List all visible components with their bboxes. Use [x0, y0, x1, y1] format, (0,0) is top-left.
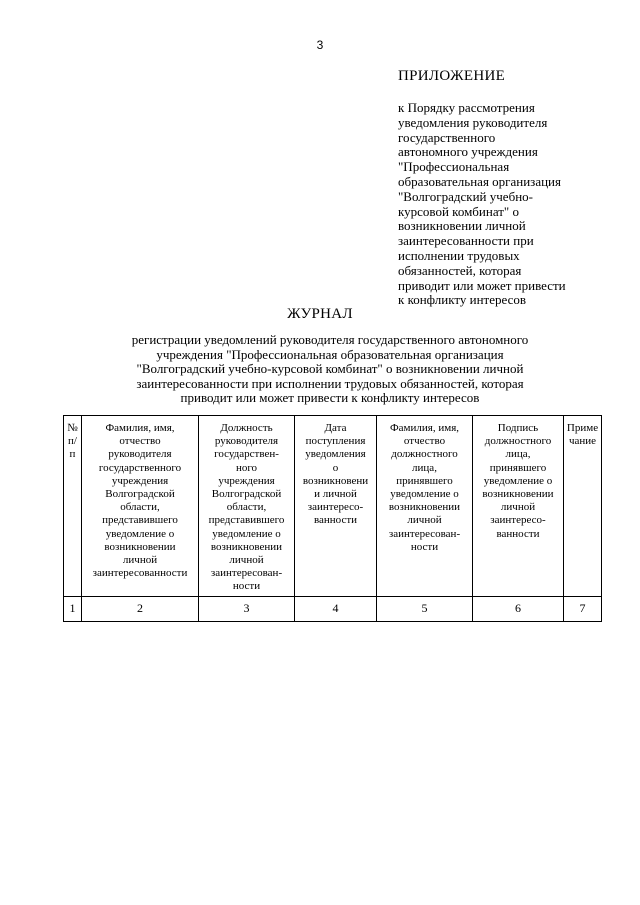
subtitle-line: "Волгоградский учебно-курсовой комбинат" о возникновении личной	[136, 361, 524, 377]
header-cell-line: уведомление о	[105, 527, 175, 540]
subtitle-line: учреждения "Профессиональная образовательная организация	[156, 346, 504, 362]
subtitle-line: заинтересованности при исполнении трудовых обязанностей, которая	[136, 375, 524, 391]
header-cell-line: и личной	[314, 488, 357, 501]
header-cell-line: возникновении	[210, 540, 283, 553]
header-cell-line: государствен-	[214, 448, 279, 461]
header-cell-line: Волгоградской	[211, 488, 282, 501]
appendix-line: "Волгоградский учебно-	[398, 188, 533, 204]
appendix-line: уведомления руководителя	[398, 114, 548, 130]
column-number-cell: 7	[564, 596, 602, 621]
header-cell-line: Приме	[566, 422, 599, 434]
header-cell-line: личной	[500, 501, 536, 514]
header-cell-line: возникновении	[388, 501, 461, 514]
header-row	[64, 416, 602, 597]
header-cell-line: поступления	[305, 435, 366, 448]
header-cell-line: учреждения	[218, 474, 275, 487]
header-cell-line: чание	[568, 435, 597, 448]
appendix-line: обязанностей, которая	[398, 262, 522, 278]
appendix-text	[398, 101, 598, 308]
header-cell-line: должностного	[391, 448, 458, 461]
column-number-row	[64, 596, 602, 621]
header-cell-line: заинтересован-	[388, 527, 461, 540]
header-cell-receipt-date	[295, 416, 377, 597]
appendix-line: образовательная организация	[398, 173, 561, 189]
appendix-title: ПРИЛОЖЕНИЕ	[398, 68, 506, 84]
header-cell-note	[564, 416, 602, 597]
header-cell-line: отчество	[403, 435, 446, 448]
header-cell-line: отчество	[119, 435, 161, 448]
header-cell-line: личной	[407, 514, 442, 527]
header-cell-line: заинтересованности	[92, 567, 188, 580]
header-cell-line: возникновении	[482, 488, 554, 501]
header-cell-line: ности	[410, 540, 439, 553]
appendix-line: приводит или может привести	[398, 277, 566, 293]
header-cell-line: ности	[232, 580, 261, 593]
column-number-cell: 4	[295, 596, 377, 621]
page-number: 3	[316, 38, 324, 52]
header-cell-line: представившего	[208, 514, 285, 527]
header-cell-line: представившего	[102, 514, 178, 527]
appendix-line: заинтересованности при	[398, 233, 534, 249]
column-number-cell: 3	[199, 596, 295, 621]
column-number-cell: 1	[64, 596, 82, 621]
header-cell-line: уведомление о	[212, 527, 281, 540]
header-cell-line: области,	[226, 501, 267, 514]
header-cell-line: Фамилия, имя,	[389, 422, 459, 434]
header-cell-line: должностного	[484, 435, 552, 448]
header-cell-line: руководителя	[108, 448, 172, 461]
header-cell-line: Должность	[220, 422, 273, 434]
header-cell-line: уведомление о	[390, 488, 459, 501]
header-cell-line: возникновении	[104, 540, 176, 553]
appendix-line: к Порядку рассмотрения	[398, 100, 535, 115]
appendix-line: к конфликту интересов	[398, 292, 526, 308]
journal-subtitle	[95, 333, 565, 406]
header-cell-line: Волгоградской	[105, 488, 175, 501]
header-cell-line: лица,	[412, 461, 437, 474]
appendix-line: "Профессиональная	[398, 159, 510, 175]
header-cell-head-position	[199, 416, 295, 597]
header-cell-line: Подпись	[497, 422, 539, 434]
header-cell-line: Дата	[324, 422, 347, 434]
header-cell-line: ванности	[496, 527, 540, 540]
header-cell-line: заинтересован-	[210, 567, 283, 580]
header-cell-line: личной	[229, 554, 264, 567]
header-cell-line: о	[332, 461, 339, 474]
header-cell-line: государственного	[98, 461, 182, 474]
header-cell-line: заинтересо-	[490, 514, 546, 527]
journal-title: ЖУРНАЛ	[287, 306, 353, 322]
column-number-cell: 5	[377, 596, 473, 621]
header-cell-line: уведомление о	[483, 474, 553, 487]
column-number-cell: 6	[473, 596, 564, 621]
header-cell-line: ванности	[313, 514, 358, 527]
header-cell-official-name	[377, 416, 473, 597]
header-cell-line: п/	[68, 435, 77, 448]
column-number-cell: 2	[82, 596, 199, 621]
header-cell-line: руководителя	[214, 435, 279, 448]
header-cell-line: Фамилия, имя,	[105, 422, 175, 434]
header-cell-number	[64, 416, 82, 597]
header-cell-line: ного	[235, 461, 258, 474]
header-cell-line: принявшего	[489, 461, 547, 474]
header-cell-line: №	[67, 422, 78, 434]
appendix-line: автономного учреждения	[398, 144, 538, 160]
header-cell-line: учреждения	[111, 474, 169, 487]
header-cell-line: уведомления	[305, 448, 366, 461]
appendix-line: исполнении трудовых	[398, 247, 520, 263]
appendix-line: возникновении личной	[398, 218, 526, 234]
journal-table	[63, 415, 602, 622]
subtitle-line: регистрации уведомлений руководителя государственного автономного	[131, 332, 529, 347]
appendix-line: курсовой комбинат" о	[398, 203, 519, 219]
header-cell-official-signature	[473, 416, 564, 597]
header-cell-line: области,	[120, 501, 160, 514]
header-cell-line: лица,	[505, 448, 531, 461]
header-cell-line: возникновени	[302, 474, 369, 487]
header-cell-line: личной	[122, 554, 158, 567]
header-cell-line: заинтересо-	[307, 501, 364, 514]
appendix-line: государственного	[398, 129, 496, 145]
header-cell-line: принявшего	[396, 474, 453, 487]
subtitle-line: приводит или может привести к конфликту интересов	[180, 390, 480, 406]
header-cell-line: п	[69, 448, 76, 461]
header-cell-head-name	[82, 416, 199, 597]
